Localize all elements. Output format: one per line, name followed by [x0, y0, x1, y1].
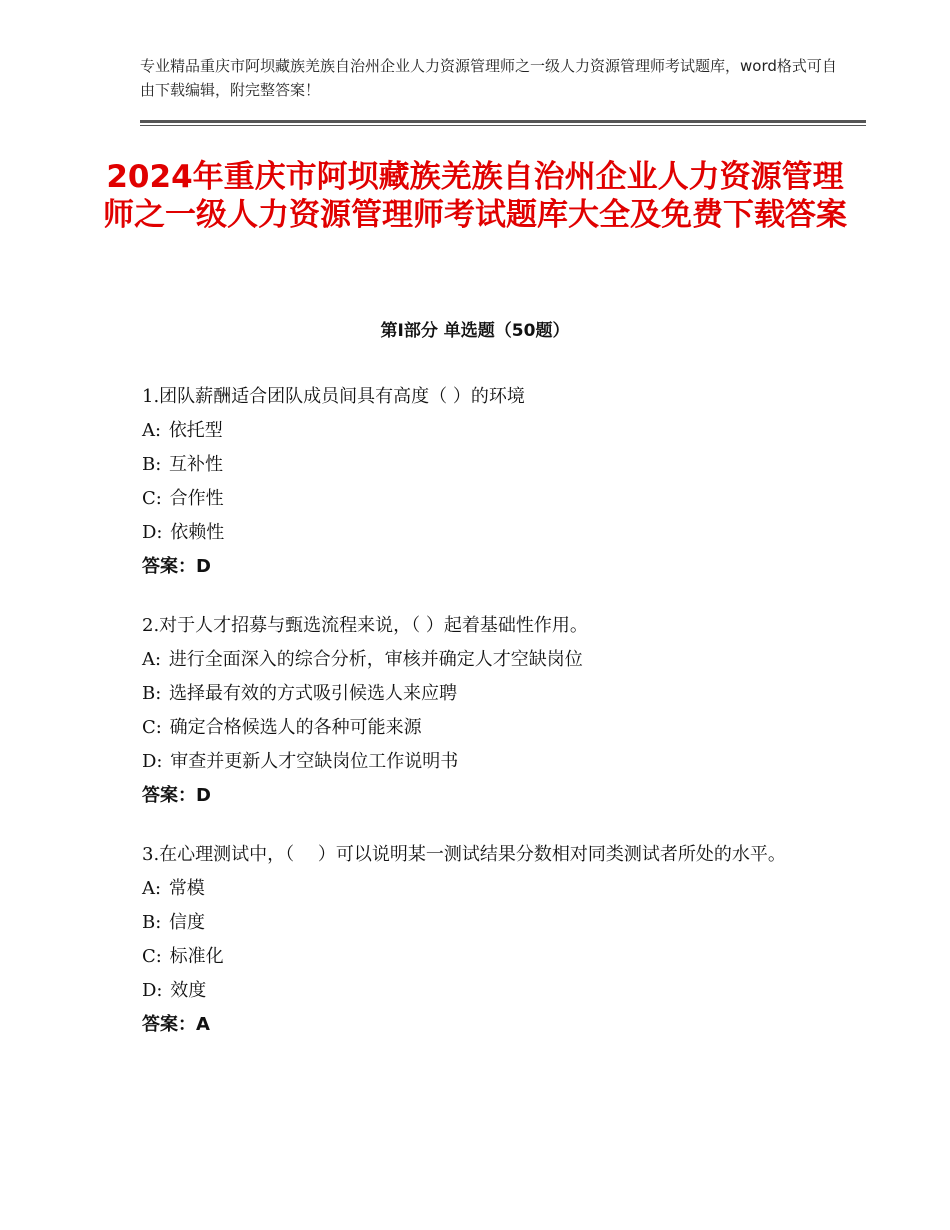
option-text: 标准化 — [169, 946, 224, 967]
option-letter: A: — [142, 878, 162, 899]
option-b — [142, 448, 822, 482]
option-letter: C: — [142, 717, 162, 738]
option-text: 信度 — [169, 912, 206, 933]
option-letter: A: — [142, 420, 162, 441]
option-letter: B: — [142, 912, 162, 933]
question-stem: 2.对于人才招募与甄选流程来说，（ ）起着基础性作用。 — [142, 615, 588, 636]
section-title: 第Ⅰ部分 单选题（50题） — [380, 321, 570, 341]
option-letter: D: — [142, 751, 163, 772]
option-letter: D: — [142, 522, 163, 543]
header-divider-thin — [140, 125, 866, 126]
option-letter: C: — [142, 488, 162, 509]
question-list — [142, 380, 822, 1067]
header-divider-thick — [140, 120, 866, 123]
option-c — [142, 940, 822, 974]
option-letter: D: — [142, 980, 163, 1001]
question-3 — [142, 838, 822, 1042]
option-text: 互补性 — [169, 454, 224, 475]
option-letter: B: — [142, 683, 162, 704]
option-text: 常模 — [168, 878, 205, 899]
answer-line: 答案：D — [142, 556, 211, 577]
question-stem: 3.在心理测试中，（ ）可以说明某一测试结果分数相对同类测试者所处的水平。 — [142, 844, 786, 865]
option-text: 依赖性 — [170, 522, 225, 543]
option-d — [142, 516, 822, 550]
option-b — [142, 906, 822, 940]
option-text: 效度 — [170, 980, 207, 1001]
option-c — [142, 482, 822, 516]
option-b — [142, 677, 822, 711]
option-letter: C: — [142, 946, 162, 967]
option-letter: B: — [142, 454, 162, 475]
option-d — [142, 974, 822, 1008]
option-c — [142, 711, 822, 745]
option-a — [142, 643, 822, 677]
question-stem: 1.团队薪酬适合团队成员间具有高度（ ）的环境 — [142, 386, 525, 407]
page-header: 专业精品重庆市阿坝藏族羌族自治州企业人力资源管理师之一级人力资源管理师考试题库，word格式可自由下载编辑，附完整答案！ — [140, 57, 837, 99]
option-text: 依托型 — [168, 420, 223, 441]
option-a — [142, 414, 822, 448]
option-a — [142, 872, 822, 906]
option-d — [142, 745, 822, 779]
option-text: 审查并更新人才空缺岗位工作说明书 — [170, 751, 459, 772]
option-text: 进行全面深入的综合分析，审核并确定人才空缺岗位 — [168, 649, 583, 670]
option-text: 确定合格候选人的各种可能来源 — [169, 717, 422, 738]
answer-line: 答案：A — [142, 1014, 210, 1035]
question-1 — [142, 380, 822, 584]
document-title: 2024年重庆市阿坝藏族羌族自治州企业人力资源管理师之一级人力资源管理师考试题库大全及免费下载答案 — [103, 159, 847, 233]
option-letter: A: — [142, 649, 162, 670]
answer-line: 答案：D — [142, 785, 211, 806]
question-2 — [142, 609, 822, 813]
option-text: 合作性 — [169, 488, 224, 509]
option-text: 选择最有效的方式吸引候选人来应聘 — [169, 683, 458, 704]
